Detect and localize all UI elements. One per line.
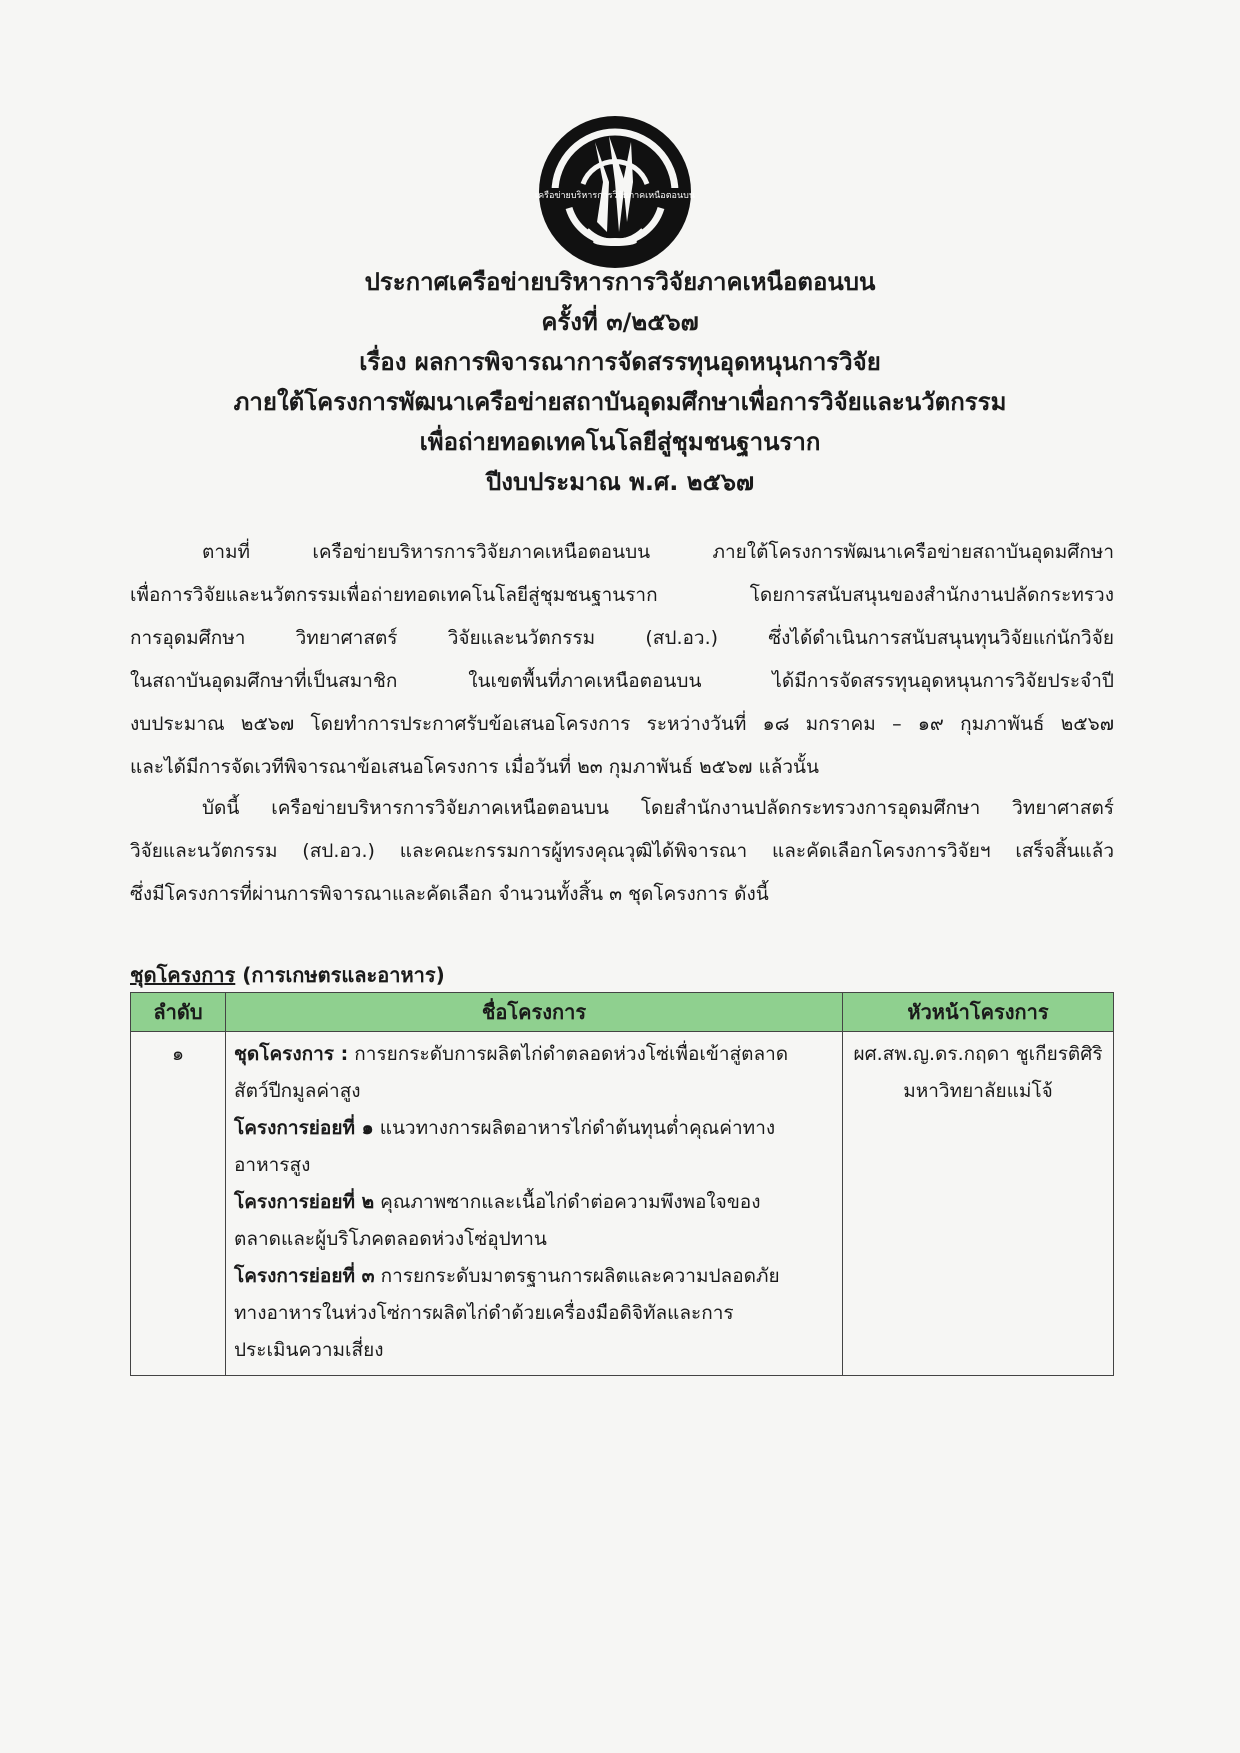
- project-line: [234, 1184, 834, 1221]
- emblem-logo-text: เครือข่ายบริหารการวิจัยภาคเหนือตอนบน: [535, 191, 695, 201]
- paragraph-line: เพื่อการวิจัยและนวัตกรรมเพื่อถ่ายทอดเทคโนโลยีสู่ชุมชนฐานราก โดยการสนับสนุนของสำนักงานปลัดกระทรวง: [130, 584, 1114, 606]
- project-line-text: อาหารสูง: [234, 1154, 311, 1176]
- announcement-title: [130, 262, 1110, 502]
- project-line-text: แนวทางการผลิตอาหารไก่ดำต้นทุนต่ำคุณค่าทาง: [373, 1117, 776, 1139]
- paragraph-1: [130, 531, 1114, 789]
- project-line-text: การยกระดับการผลิตไก่ดำตลอดห่วงโซ่เพื่อเข้าสู่ตลาด: [348, 1043, 789, 1065]
- project-line: [234, 1073, 834, 1110]
- project-line: [234, 1295, 834, 1332]
- paragraph-line: วิจัยและนวัตกรรม (สป.อว.) และคณะกรรมการผู้ทรงคุณวุฒิได้พิจารณา และคัดเลือกโครงการวิจัยฯ เสร็จสิ้นแล้ว: [130, 840, 1114, 862]
- title-line: เพื่อถ่ายทอดเทคโนโลยีสู่ชุมชนฐานราก: [419, 428, 821, 456]
- paragraph-line: งบประมาณ ๒๕๖๗ โดยทำการประกาศรับข้อเสนอโครงการ ระหว่างวันที่ ๑๘ มกราคม – ๑๙ กุมภาพันธ์ ๒๕๖๗: [130, 713, 1114, 735]
- title-line: ประกาศเครือข่ายบริหารการวิจัยภาคเหนือตอนบน: [364, 268, 876, 296]
- project-line-text: การยกระดับมาตรฐานการผลิตและความปลอดภัย: [374, 1265, 780, 1287]
- header-lead: หัวหน้าโครงการ: [843, 993, 1114, 1032]
- project-line: [234, 1332, 834, 1369]
- title-line: เรื่อง ผลการพิจารณาการจัดสรรทุนอุดหนุนการวิจัย: [359, 348, 881, 376]
- section-heading-label: ชุดโครงการ: [130, 963, 236, 987]
- project-line-label: โครงการย่อยที่ ๑: [234, 1117, 374, 1139]
- project-line-text: ประเมินความเสี่ยง: [234, 1339, 384, 1361]
- row-project-name: [226, 1032, 843, 1376]
- section-heading: [130, 960, 445, 990]
- section-heading-category: (การเกษตรและอาหาร): [235, 963, 445, 987]
- project-line: [234, 1036, 834, 1073]
- emblem-logo-graphic: [535, 112, 695, 272]
- project-line-label: ชุดโครงการ :: [234, 1043, 349, 1065]
- lead-name: ผศ.สพ.ญ.ดร.กฤดา ชูเกียรติศิริ: [853, 1043, 1103, 1065]
- project-line-text: ทางอาหารในห่วงโซ่การผลิตไก่ดำด้วยเครื่องมือดิจิทัลและการ: [234, 1302, 734, 1324]
- project-line-text: ตลาดและผู้บริโภคตลอดห่วงโซ่อุปทาน: [234, 1228, 547, 1250]
- title-line: ภายใต้โครงการพัฒนาเครือข่ายสถาบันอุดมศึกษาเพื่อการวิจัยและนวัตกรรม: [233, 388, 1007, 416]
- paragraph-line: ในสถาบันอุดมศึกษาที่เป็นสมาชิก ในเขตพื้นที่ภาคเหนือตอนบน ได้มีการจัดสรรทุนอุดหนุนการวิจัยประจำปี: [130, 670, 1114, 692]
- title-line: ครั้งที่ ๓/๒๕๖๗: [541, 308, 699, 336]
- title-line: ปีงบประมาณ พ.ศ. ๒๕๖๗: [485, 468, 755, 496]
- project-line: [234, 1258, 834, 1295]
- lead-affiliation: มหาวิทยาลัยแม่โจ้: [903, 1080, 1053, 1102]
- paragraph-line: ตามที่ เครือข่ายบริหารการวิจัยภาคเหนือตอนบน ภายใต้โครงการพัฒนาเครือข่ายสถาบันอุดมศึกษา: [202, 541, 1114, 563]
- project-line-text: สัตว์ปีกมูลค่าสูง: [234, 1080, 361, 1102]
- header-num: ลำดับ: [131, 993, 226, 1032]
- project-line: [234, 1147, 834, 1184]
- project-line: [234, 1110, 834, 1147]
- emblem-logo: [535, 112, 695, 272]
- project-line-label: โครงการย่อยที่ ๓: [234, 1265, 375, 1287]
- paragraph-line: และได้มีการจัดเวทีพิจารณาข้อเสนอโครงการ เมื่อวันที่ ๒๓ กุมภาพันธ์ ๒๕๖๗ แล้วนั้น: [130, 756, 819, 778]
- table-row: [131, 1032, 1114, 1376]
- projects-table: [130, 992, 1114, 1376]
- project-line-label: โครงการย่อยที่ ๒: [234, 1191, 375, 1213]
- paragraph-line: การอุดมศึกษา วิทยาศาสตร์ วิจัยและนวัตกรรม (สป.อว.) ซึ่งได้ดำเนินการสนับสนุนทุนวิจัยแก่นักวิจัย: [130, 627, 1114, 649]
- project-line: [234, 1221, 834, 1258]
- project-line-text: คุณภาพซากและเนื้อไก่ดำต่อความพึงพอใจของ: [374, 1191, 761, 1213]
- paragraph-2: [130, 787, 1114, 916]
- row-num: ๑: [131, 1032, 226, 1376]
- header-name: ชื่อโครงการ: [226, 993, 843, 1032]
- paragraph-line: บัดนี้ เครือข่ายบริหารการวิจัยภาคเหนือตอนบน โดยสำนักงานปลัดกระทรวงการอุดมศึกษา วิทยาศาสตร์: [202, 797, 1114, 819]
- row-project-lead: [843, 1032, 1114, 1376]
- table-header-row: [131, 993, 1114, 1032]
- paragraph-line: ซึ่งมีโครงการที่ผ่านการพิจารณาและคัดเลือก จำนวนทั้งสิ้น ๓ ชุดโครงการ ดังนี้: [130, 883, 769, 905]
